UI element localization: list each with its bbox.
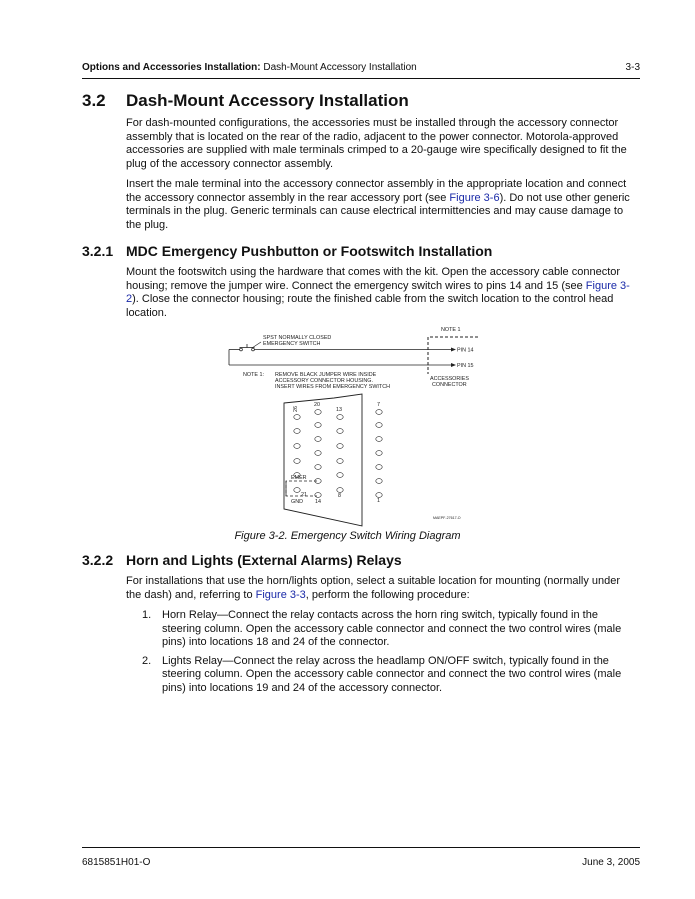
svg-text:14: 14 (315, 499, 321, 505)
paragraph-horn-lights: For installations that use the horn/lights option, select a suitable location for mounting (normally under the dash) and, referring to Figure 3-3, perform the following procedure: (126, 575, 621, 601)
header-rule (82, 78, 640, 79)
svg-text:PIN 15: PIN 15 (457, 363, 474, 369)
link-figure-3-2[interactable]: Figure 3-2 (126, 279, 630, 306)
section-heading-3-2: 3.2 Dash-Mount Accessory Installation (82, 91, 409, 110)
svg-text:21: 21 (301, 492, 307, 498)
switch-icon (240, 344, 255, 351)
svg-text:20: 20 (314, 402, 320, 408)
svg-text:PIN 14: PIN 14 (457, 347, 474, 354)
svg-text:SPST NORMALLY CLOSED: SPST NORMALLY CLOSED (263, 335, 332, 341)
procedure-step: 2. Lights Relay—Connect the relay across the headlamp ON/OFF switch, typically found in the steering column. Open the accessory cable connector and connect the two control wires (male pins) into locations 19 and 24 of the accessory connector. (142, 654, 622, 694)
paragraph-insert-terminal: Insert the male terminal into the accessory connector assembly in the appropriate location and connect the accessory connector assembly in the rear accessory port (see Figure 3-6). Do not use other generic terminals in the plug. Generic terminals can cause electrical intermittencies and may cause damage to the plug. (126, 178, 630, 231)
svg-text:EMERGENCY SWITCH: EMERGENCY SWITCH (263, 341, 321, 347)
section-heading-3-2-2: 3.2.2 Horn and Lights (External Alarms) Relays (82, 552, 402, 568)
svg-text:NOTE 1: NOTE 1 (441, 327, 461, 333)
svg-text:1: 1 (377, 498, 380, 504)
figure-caption: Figure 3-2. Emergency Switch Wiring Diagram (234, 530, 461, 542)
svg-text:MAEPF-27617-O: MAEPF-27617-O (433, 516, 461, 520)
section-heading-3-2-1: 3.2.1 MDC Emergency Pushbutton or Footswitch Installation (82, 243, 493, 259)
svg-text:ACCESSORIES: ACCESSORIES (430, 376, 469, 382)
svg-text:INSERT WIRES FROM EMERGENCY SW: INSERT WIRES FROM EMERGENCY SWITCH (275, 384, 391, 390)
wiring-schematic (229, 327, 478, 390)
procedure-list (142, 609, 636, 701)
svg-text:CONNECTOR: CONNECTOR (432, 382, 467, 388)
svg-text:NOTE 1:: NOTE 1: (243, 372, 264, 378)
svg-text:8: 8 (338, 493, 341, 499)
procedure-step: 1. Horn Relay—Connect the relay contacts across the horn ring switch, typically found in the steering column. Open the accessory cable connector and connect the two control wires (male pins) into locations 18 and 24 of the connector. (142, 609, 622, 649)
svg-text:REMOVE BLACK JUMPER WIRE INSID: REMOVE BLACK JUMPER WIRE INSIDE (275, 372, 377, 378)
svg-text:GND: GND (291, 499, 303, 505)
paragraph-footswitch: Mount the footswitch using the hardware that comes with the kit. Open the accessory cable connector housing; remove the jumper wire. Connect the emergency switch wires to pins 14 and 15 (see Figure 3-2). Close the connector housing; route the finished cable from the switch location to the control head location. (126, 266, 630, 319)
running-footer (82, 857, 640, 868)
document-number: 6815851H01-O (82, 857, 151, 868)
header-chapter: Options and Accessories Installation: (82, 62, 261, 73)
connector-pinout (284, 394, 461, 526)
header-section: Dash-Mount Accessory Installation (260, 62, 417, 73)
emergency-switch-wiring-diagram (225, 322, 495, 527)
link-figure-3-6[interactable]: Figure 3-6 (449, 191, 500, 204)
svg-text:EMER: EMER (291, 475, 307, 481)
svg-text:7: 7 (377, 402, 380, 408)
page-number: 3-3 (625, 62, 640, 73)
link-figure-3-3[interactable]: Figure 3-3 (255, 588, 306, 601)
paragraph-dash-mount: For dash-mounted configurations, the accessories must be installed through the accessory connector assembly that is located on the rear of the radio, adjacent to the power connector. Motorola-approved accessories are supplied with male terminals crimped to a 20-gauge wire specifically designed to fit the plug of the accessory connector assembly. (126, 117, 627, 170)
svg-text:26: 26 (293, 406, 299, 412)
footer-rule (82, 847, 640, 848)
publication-date: June 3, 2005 (582, 857, 640, 868)
running-header (82, 62, 640, 73)
svg-text:ACCESSORY CONNECTOR HOUSING.: ACCESSORY CONNECTOR HOUSING. (275, 378, 373, 384)
svg-text:13: 13 (336, 407, 342, 413)
